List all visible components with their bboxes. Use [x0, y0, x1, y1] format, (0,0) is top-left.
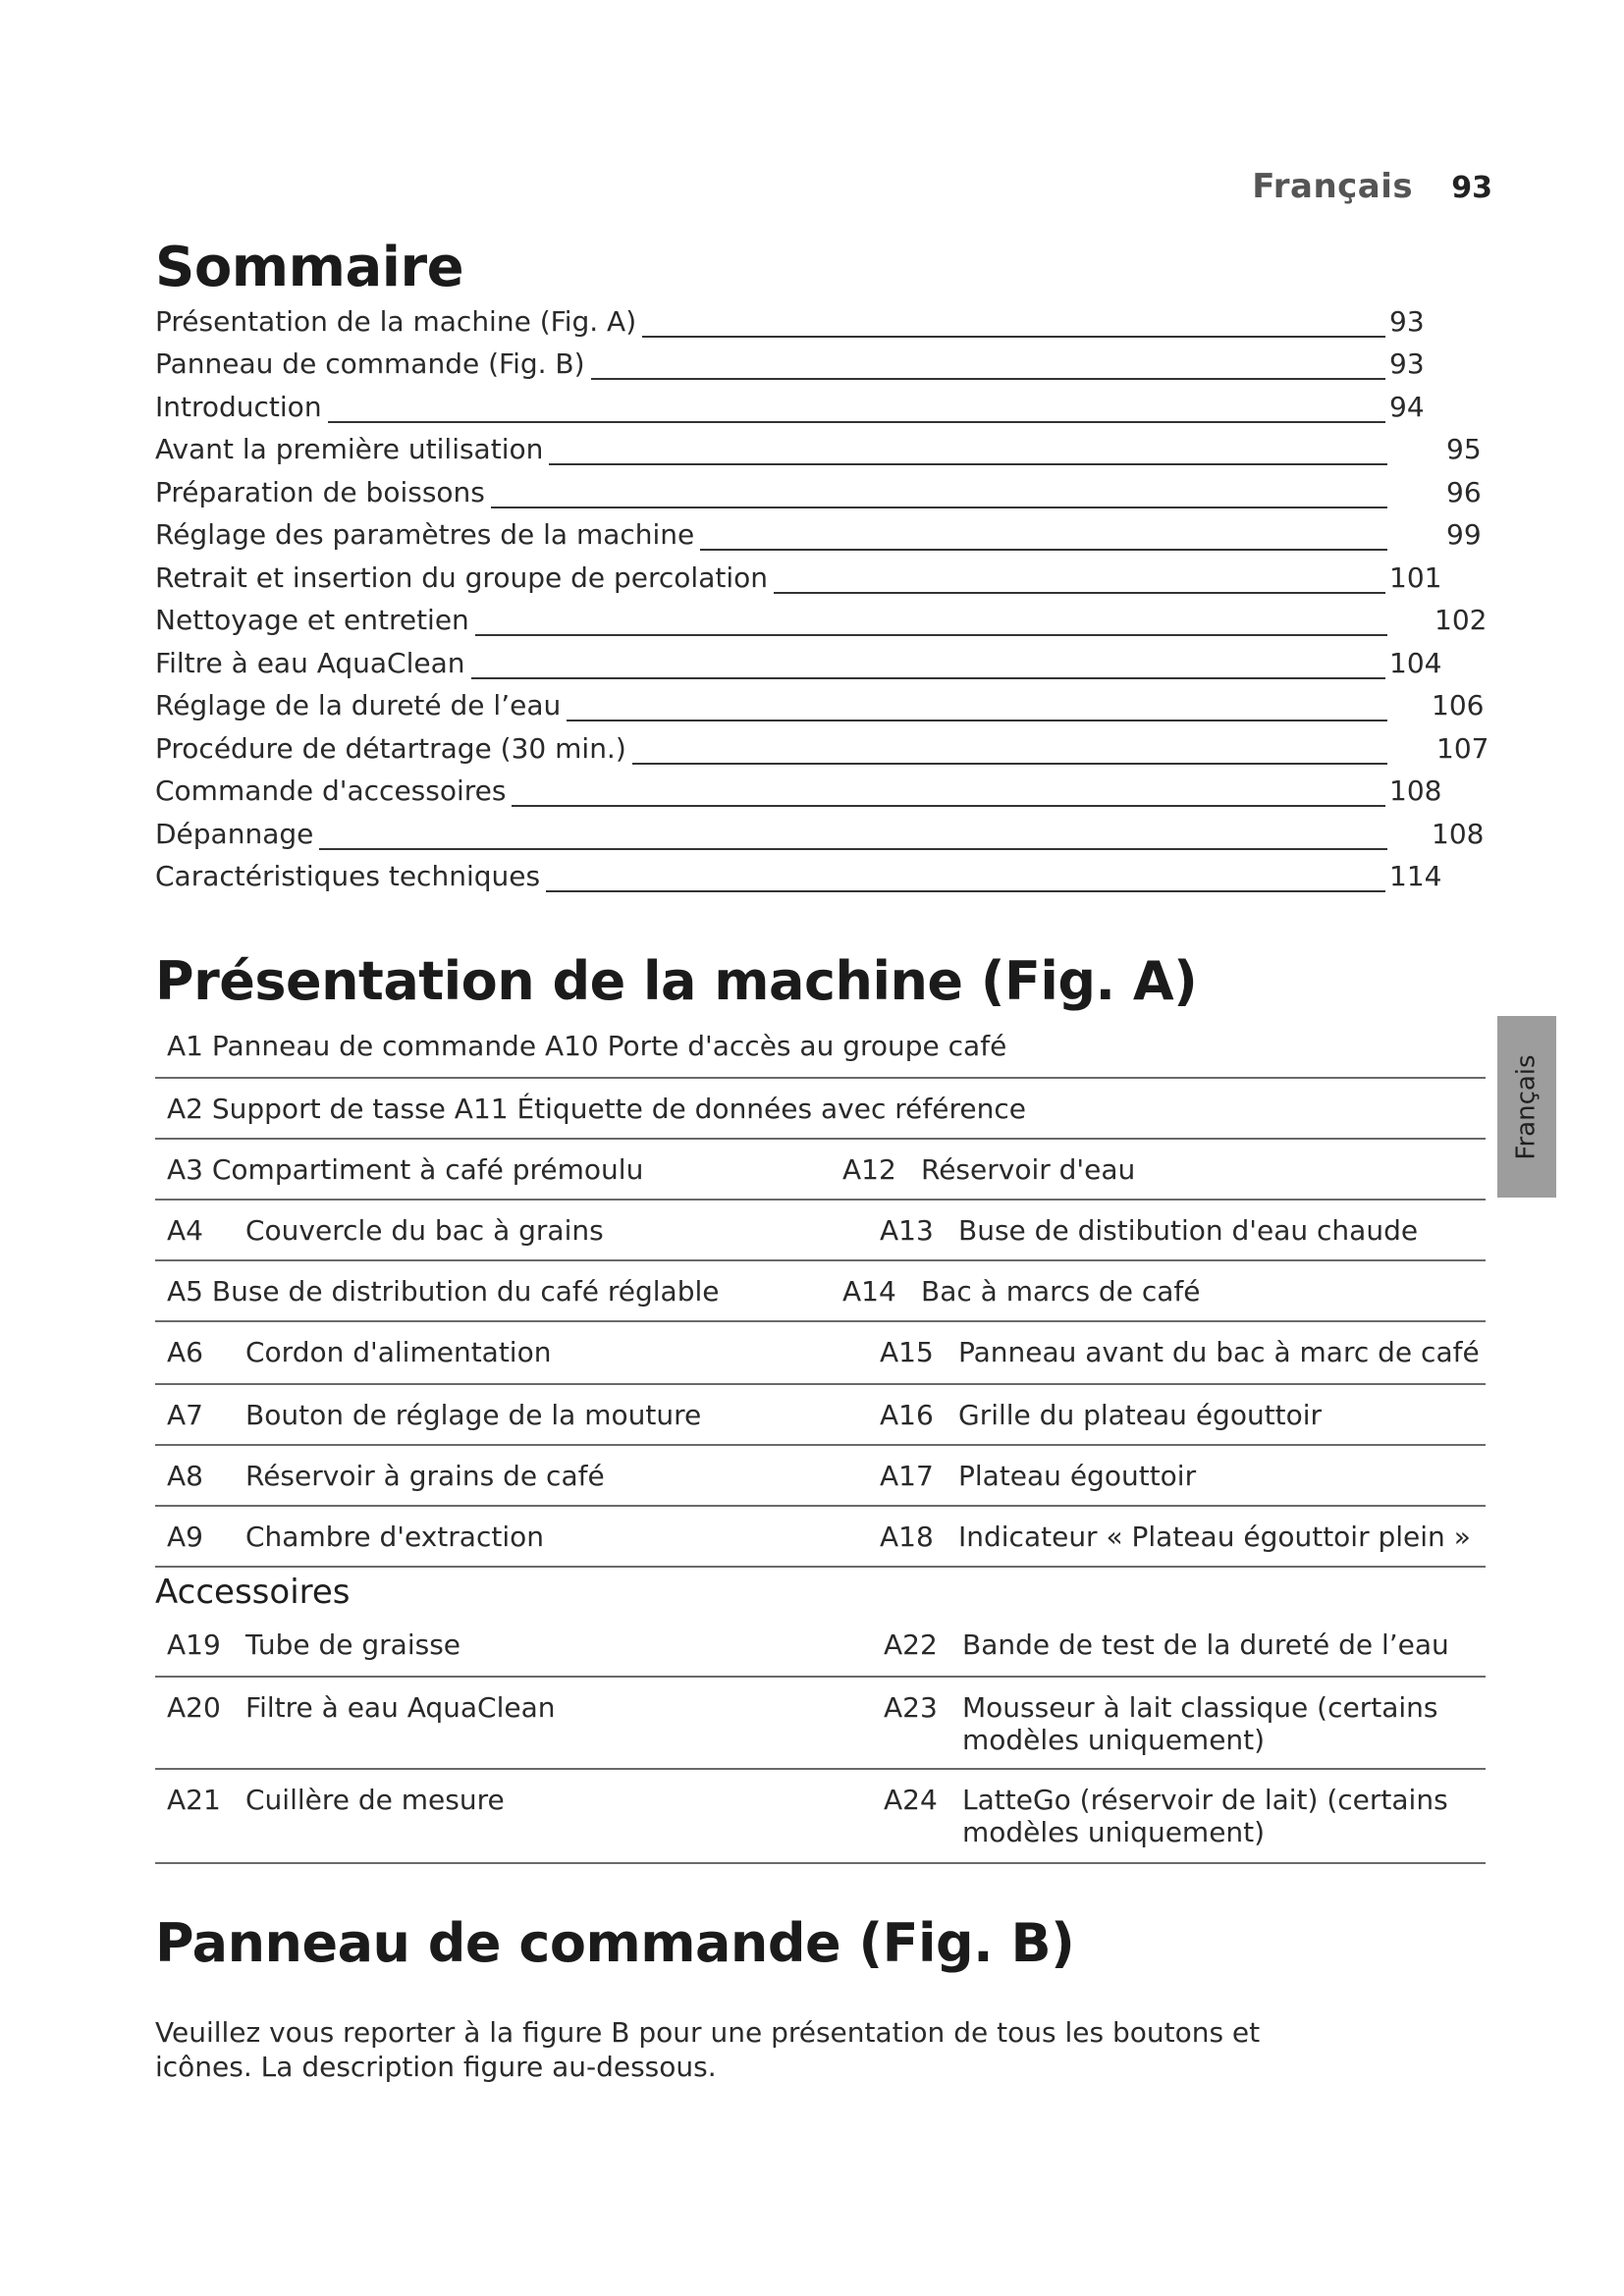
part-code: A9 [167, 1521, 203, 1553]
part-code: A8 [167, 1460, 203, 1492]
table-row [155, 1770, 1486, 1864]
part-label: Panneau avant du bac à marc de café [958, 1336, 1480, 1368]
toc-entry [155, 433, 1483, 476]
toc-entry-title: Nettoyage et entretien [155, 604, 475, 636]
toc-entry [155, 774, 1483, 818]
toc-entry-page: 108 [1389, 774, 1442, 807]
toc-entry [155, 604, 1488, 647]
part-code: A15 [880, 1336, 934, 1368]
part-row-text: A2 Support de tasse A11 Étiquette de données avec référence [167, 1093, 1026, 1125]
toc-entry-page: 96 [1446, 475, 1482, 508]
toc-entry [155, 390, 1483, 433]
part-label: A3 Compartiment à café prémoulu [167, 1153, 644, 1186]
toc-entry-title: Préparation de boissons [155, 476, 491, 508]
toc-entry [155, 731, 1489, 774]
part-code: A18 [880, 1521, 934, 1553]
machine-parts-table [155, 1016, 1486, 1568]
toc-entry-page: 101 [1389, 561, 1442, 594]
toc-entry-title: Introduction [155, 391, 328, 423]
accessories-heading: Accessoires [155, 1573, 351, 1612]
toc-entry-title: Dépannage [155, 818, 319, 850]
part-code: A12 [842, 1153, 896, 1186]
part-label: Bande de test de la dureté de l’eau [962, 1629, 1449, 1661]
control-panel-heading: Panneau de commande (Fig. B) [155, 1912, 1075, 1974]
toc-leader-line [155, 421, 1385, 423]
part-label: Plateau égouttoir [958, 1460, 1197, 1492]
part-label: Cordon d'alimentation [245, 1336, 552, 1368]
toc-entry-title: Filtre à eau AquaClean [155, 647, 471, 679]
toc-entry-page: 102 [1435, 604, 1488, 636]
toc-entry [155, 561, 1483, 604]
toc-entry [155, 689, 1483, 732]
toc-entry-title: Présentation de la machine (Fig. A) [155, 305, 642, 338]
toc-entry [155, 475, 1483, 518]
toc-entry-title: Commande d'accessoires [155, 774, 512, 807]
toc-heading: Sommaire [155, 236, 464, 299]
toc-entry [155, 646, 1483, 689]
part-code: A14 [842, 1275, 896, 1308]
part-label: Mousseur à lait classique (certains modèles uniquement) [962, 1691, 1438, 1756]
toc-entry-page: 104 [1389, 646, 1442, 679]
part-code: A13 [880, 1214, 934, 1247]
part-code: A19 [167, 1629, 221, 1661]
toc-entry-page: 93 [1389, 347, 1425, 380]
part-code: A7 [167, 1399, 203, 1431]
toc-entry-page: 93 [1389, 304, 1425, 338]
part-label: Tube de graisse [245, 1629, 461, 1661]
toc-entry-page: 99 [1446, 518, 1482, 551]
part-label: LatteGo (réservoir de lait) (certains modèles uniquement) [962, 1784, 1448, 1848]
part-code: A23 [884, 1691, 938, 1724]
part-label: Chambre d'extraction [245, 1521, 544, 1553]
part-code: A22 [884, 1629, 938, 1661]
table-row [155, 1079, 1486, 1140]
toc-entry-page: 114 [1389, 860, 1442, 892]
toc-entry-title: Panneau de commande (Fig. B) [155, 347, 591, 380]
page-header [1159, 167, 1492, 206]
part-code: A4 [167, 1214, 203, 1247]
part-code: A16 [880, 1399, 934, 1431]
part-code: A17 [880, 1460, 934, 1492]
toc-entry [155, 347, 1483, 391]
table-row [155, 1678, 1486, 1770]
part-code: A20 [167, 1691, 221, 1724]
part-label: Bouton de réglage de la mouture [245, 1399, 702, 1431]
page-number: 93 [1451, 171, 1492, 205]
toc-entry [155, 817, 1483, 860]
part-label: Indicateur « Plateau égouttoir plein » [958, 1521, 1471, 1553]
toc-entry-title: Caractéristiques techniques [155, 860, 546, 892]
table-row [155, 1385, 1486, 1446]
toc-entry-title: Réglage des paramètres de la machine [155, 518, 700, 551]
table-row [155, 1261, 1486, 1322]
table-row [155, 1016, 1486, 1079]
toc-entry [155, 860, 1483, 903]
toc-entry-title: Procédure de détartrage (30 min.) [155, 732, 632, 765]
header-language: Français [1252, 167, 1414, 206]
language-side-tab [1497, 1016, 1556, 1198]
part-code: A6 [167, 1336, 203, 1368]
part-label: Filtre à eau AquaClean [245, 1691, 556, 1724]
table-row [155, 1140, 1486, 1201]
toc-entry [155, 304, 1483, 347]
table-row [155, 1507, 1486, 1568]
part-label: Couvercle du bac à grains [245, 1214, 604, 1247]
machine-overview-heading: Présentation de la machine (Fig. A) [155, 950, 1198, 1012]
part-code: A21 [167, 1784, 221, 1816]
part-label: Cuillère de mesure [245, 1784, 505, 1816]
toc-entry [155, 518, 1483, 561]
part-label: Buse de distibution d'eau chaude [958, 1214, 1419, 1247]
part-label: Réservoir à grains de café [245, 1460, 605, 1492]
toc-leader-line [155, 848, 1387, 850]
toc-entry-page: 107 [1436, 731, 1489, 765]
part-label: Grille du plateau égouttoir [958, 1399, 1323, 1431]
part-label: A5 Buse de distribution du café réglable [167, 1275, 720, 1308]
table-of-contents [155, 304, 1489, 902]
table-row [155, 1615, 1486, 1678]
toc-entry-title: Réglage de la dureté de l’eau [155, 689, 567, 721]
toc-entry-page: 106 [1432, 689, 1485, 721]
table-row [155, 1446, 1486, 1507]
accessories-table [155, 1615, 1486, 1864]
part-code: A24 [884, 1784, 938, 1816]
toc-entry-page: 108 [1432, 817, 1485, 850]
part-label: Réservoir d'eau [921, 1153, 1136, 1186]
toc-entry-title: Avant la première utilisation [155, 433, 549, 465]
toc-entry-page: 95 [1446, 433, 1482, 465]
part-label: Bac à marcs de café [921, 1275, 1201, 1308]
toc-entry-page: 94 [1389, 390, 1425, 423]
table-row [155, 1322, 1486, 1385]
toc-entry-title: Retrait et insertion du groupe de percolation [155, 561, 774, 594]
part-row-text: A1 Panneau de commande A10 Porte d'accès au groupe café [167, 1030, 1007, 1062]
control-panel-description: Veuillez vous reporter à la figure B pour une présentation de tous les boutons et icônes. La description figure au-dessous. [155, 2016, 1261, 2083]
side-tab-label: Français [1512, 1053, 1543, 1160]
table-row [155, 1201, 1486, 1261]
